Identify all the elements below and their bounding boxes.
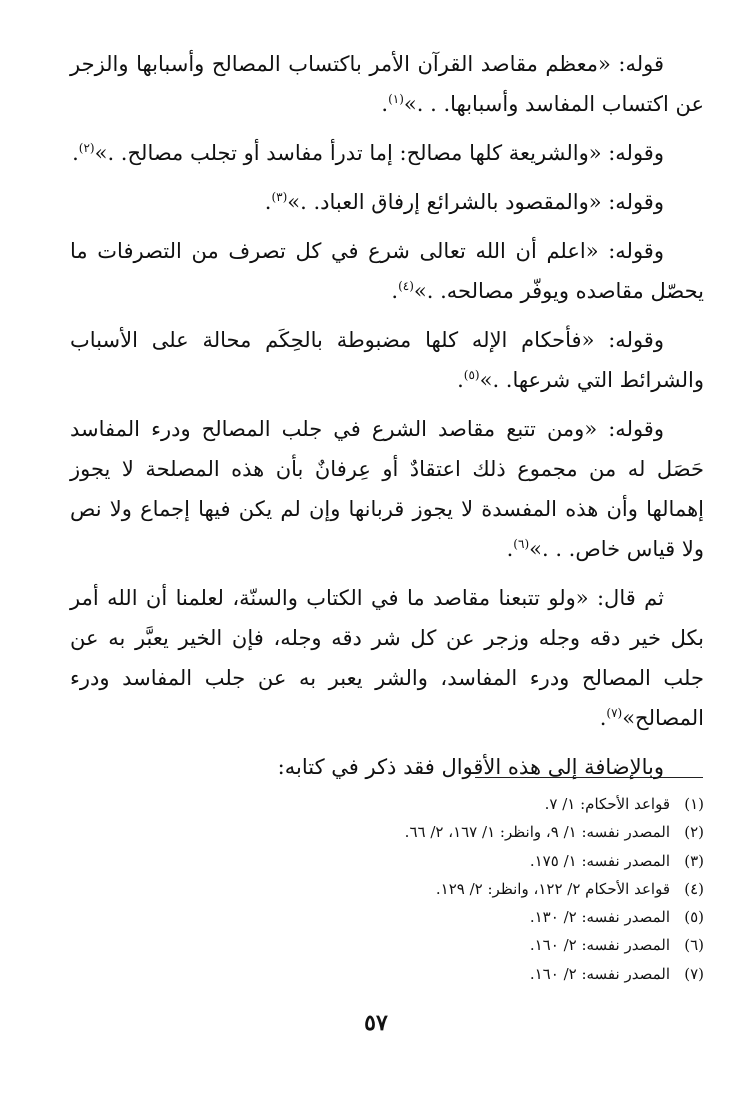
footnote-ref: (٦) (513, 537, 530, 551)
footnote-ref: (٣) (271, 190, 288, 204)
footnote-text: المصدر نفسه: ٢/ ١٦٠. (529, 964, 670, 983)
footnotes-list (100, 790, 704, 988)
footnote-text: قواعد الأحكام: ١/ ٧. (544, 795, 670, 813)
paragraph: قوله: «معظم مقاصد القرآن الأمر باكتساب المصالح وأسبابها والزجر عن اكتساب المفاسد وأسبابها. . .»$^{(١)}$. (70, 52, 704, 116)
footnote-divider (475, 777, 703, 778)
footnote-ref: (١) (388, 92, 404, 106)
footnote-ref: (٤) (398, 279, 414, 293)
paragraph: وقوله: «والمقصود بالشرائع إرفاق العباد. .»$^{(٣)}$. (264, 190, 664, 214)
footnote-ref: (٥) (463, 368, 480, 382)
footnote (100, 931, 704, 959)
footnote-ref: (٧) (606, 706, 623, 720)
paragraph: وقوله: «ومن تتبع مقاصد الشرع في جلب المصالح ودرء المفاسد حَصَل له من مجموع ذلك اعتقادٌ أو عِرفانٌ بأن هذه المصلحة لا يجوز إهمالها وأن هذه المفسدة لا يجوز قربانها وإن لم يكن فيها إجماع ولا نص ولا قياس خاص. . .»$^{(٦)}$. (70, 417, 704, 561)
footnote (100, 875, 704, 903)
footnote-text: المصدر نفسه: ١/ ٩، وانظر: ١/ ١٦٧، ٢/ ٦٦. (404, 823, 670, 842)
footnote-text: المصدر نفسه: ٢/ ١٦٠. (529, 936, 670, 955)
footnote (100, 790, 704, 818)
paragraph: وبالإضافة إلى هذه الأقوال فقد ذكر في كتابه: (277, 755, 664, 779)
footnote-text: المصدر نفسه: ١/ ١٧٥. (529, 851, 670, 870)
footnote (100, 847, 704, 875)
footnote-ref: (٢) (78, 141, 95, 155)
paragraph: وقوله: «والشريعة كلها مصالح: إما تدرأ مفاسد أو تجلب مصالح. .»$^{(٢)}$. (72, 141, 664, 165)
footnote-text: المصدر نفسه: ٢/ ١٣٠. (529, 908, 670, 927)
paragraph: وقوله: «اعلم أن الله تعالى شرع في كل تصرف من التصرفات ما يحصّل مقاصده ويوفّر مصالحه. .»$^{(٤)}$. (70, 239, 704, 303)
footnote-number: (٢) (684, 823, 704, 842)
footnote (100, 960, 704, 988)
footnote (100, 903, 704, 931)
footnote-number: (٥) (684, 908, 704, 927)
footnote-number: (٤) (684, 879, 704, 898)
footnote (100, 818, 704, 846)
footnote-text: قواعد الأحكام ٢/ ١٢٢، وانظر: ٢/ ١٢٩. (435, 879, 670, 898)
footnote-number: (٣) (684, 851, 704, 870)
page-number: ٥٧ (364, 1010, 388, 1036)
paragraph: ثم قال: «ولو تتبعنا مقاصد ما في الكتاب والسنّة، لعلمنا أن الله أمر بكل خير دقه وجله وزجر عن كل شر دقه وجله، فإن الخير يعبَّر به عن جلب المصالح ودرء المفاسد، والشر يعبر به عن جلب المفاسد ودرء المصالح»$^{(٧)}$. (70, 586, 704, 730)
body-text (70, 44, 704, 796)
footnote-number: (٧) (684, 964, 704, 983)
footnote-number: (٦) (684, 936, 704, 955)
footnote-number: (١) (684, 795, 704, 813)
paragraph: وقوله: «فأحكام الإله كلها مضبوطة بالحِكَم محالة على الأسباب والشرائط التي شرعها. .»$^{(٥)}$. (70, 328, 704, 392)
